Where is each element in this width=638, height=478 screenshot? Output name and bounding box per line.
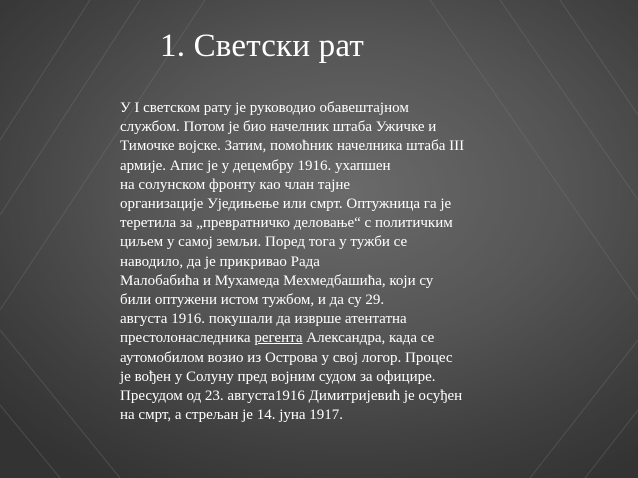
text-line: службом. Потом је био начелник штаба Ужичке и bbox=[120, 119, 437, 136]
slide-title: 1. Светски рат bbox=[160, 28, 364, 64]
text-line: организације Уједињење или смрт. Оптужница га је bbox=[120, 196, 452, 213]
body-text bbox=[120, 99, 512, 425]
text-line: Тимочке војске. Затим, помоћник начелника штаба III bbox=[120, 138, 465, 155]
text-segment: престолонаследника bbox=[120, 330, 255, 347]
text-line: је вођен у Солуну пред војним судом за официре. bbox=[120, 368, 436, 385]
text-line: наводило, да је прикривао Рада bbox=[120, 253, 320, 270]
text-line: били оптужени истом тужбом, и да су 29. bbox=[120, 292, 385, 309]
text-line: армије. Апис је у децембру 1916. ухапшен bbox=[120, 157, 391, 174]
regent-link[interactable]: регента bbox=[254, 330, 303, 347]
text-line: Малобабића и Мухамеда Мехмедбашића, који су bbox=[120, 272, 434, 289]
text-line: Пресудом од 23. августа1916 Димитријевић је осуђен bbox=[120, 388, 463, 405]
text-line: аутомобилом возио из Острова у свој логор. Процес bbox=[120, 349, 453, 366]
text-line: на солунском фронту као члан тајне bbox=[120, 176, 351, 193]
text-line: августа 1916. покушали да изврше атентатна bbox=[120, 311, 407, 328]
text-line-with-link bbox=[120, 329, 512, 348]
text-line: теретила за „превратничко деловање“ с политичким bbox=[120, 215, 453, 232]
text-line: У I светском рату је руководио обавештајном bbox=[120, 100, 409, 116]
text-line: на смрт, а стрељан је 14. јуна 1917. bbox=[120, 407, 344, 424]
text-segment: Александра, када се bbox=[302, 330, 435, 347]
text-line: циљем у самој земљи. Поред тога у тужби се bbox=[120, 234, 408, 251]
